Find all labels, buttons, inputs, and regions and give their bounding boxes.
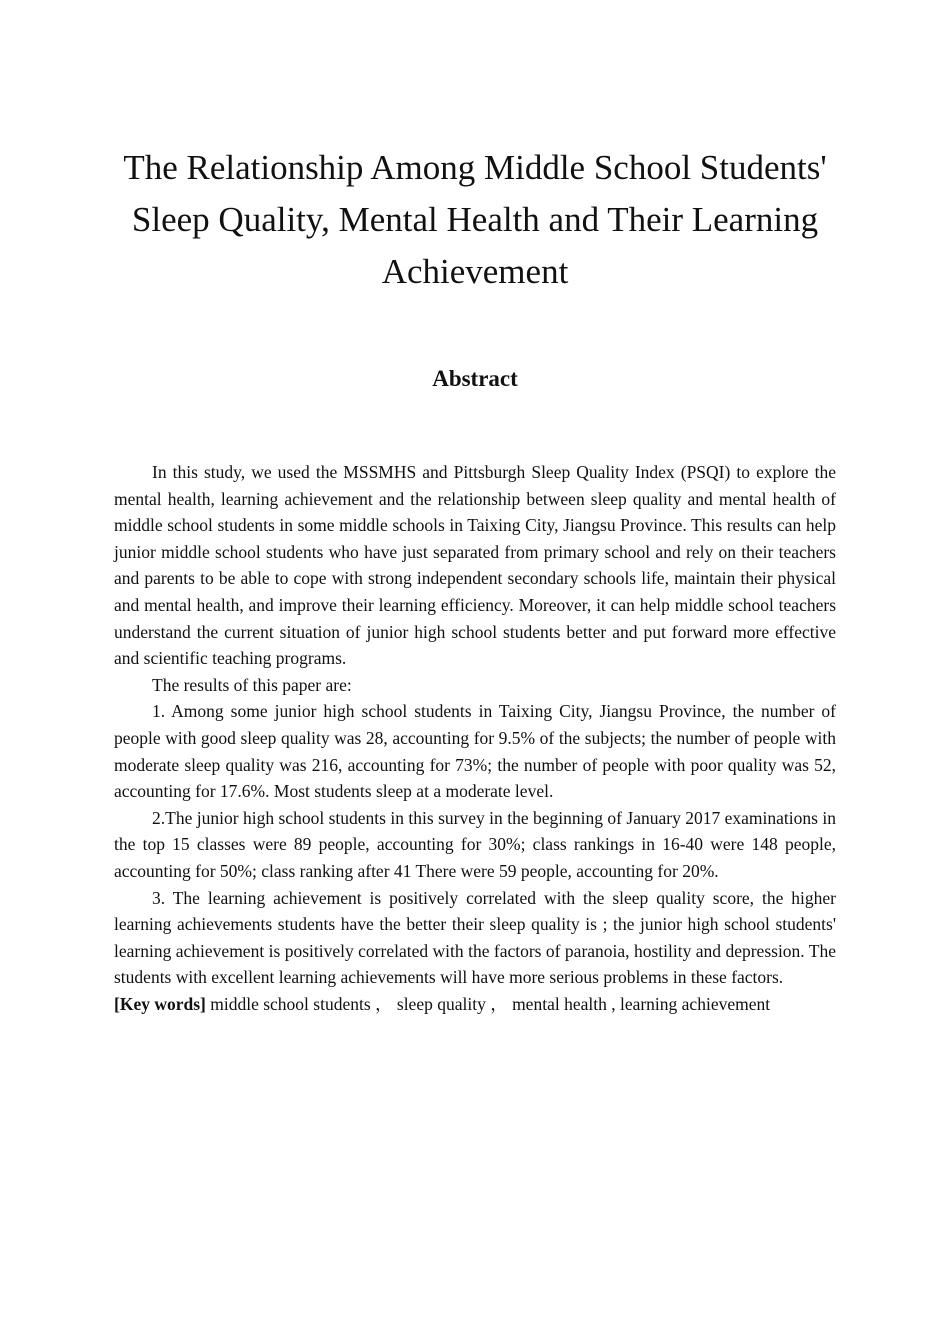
abstract-paragraph-results-lead: The results of this paper are: [152,674,352,695]
keywords-label: [Key words] [114,993,206,1014]
title-line-1: The Relationship Among Middle School Students' [123,148,827,187]
abstract-paragraph-intro: In this study, we used the MSSMHS and Pittsburgh Sleep Quality Index (PSQI) to explore the mental health, learning achievement and the relationship between sleep quality and mental health of middle school students in some middle schools in Taixing City, Jiangsu Province. This results can help junior middle school students who have just separated from primary school and rely on their teachers and parents to be able to cope with strong independent secondary schools life, maintain their physical and mental health, and improve their learning efficiency. Moreover, it can help middle school teachers understand the current situation of junior high school students better and put forward more effective and scientific teaching programs. [114,462,836,669]
abstract-heading: Abstract [432,366,518,391]
paper-title [100,142,850,298]
keywords-text: middle school students ， sleep quality ， mental health , learning achievement [205,993,771,1014]
abstract-paragraph-result-1: 1. Among some junior high school students in Taixing City, Jiangsu Province, the number of people with good sleep quality was 28, accounting for 9.5% of the subjects; the number of people with moderate sleep quality was 216, accounting for 73%; the number of people with poor quality was 52, accounting for 17.6%. Most students sleep at a moderate level. [114,701,836,802]
abstract-paragraph-result-2: 2.The junior high school students in this survey in the beginning of January 2017 examinations in the top 15 classes were 89 people, accounting for 30%; class rankings in 16-40 were 148 people, accounting for 50%; class ranking after 41 There were 59 people, accounting for 20%. [114,807,836,881]
abstract-body [114,459,836,1017]
title-line-3: Achievement [381,252,569,291]
title-line-2: Sleep Quality, Mental Health and Their Learning [131,200,819,239]
abstract-paragraph-result-3: 3. The learning achievement is positively correlated with the sleep quality score, the higher learning achievements students have the better their sleep quality is ; the junior high school students' learning achievement is positively correlated with the factors of paranoia, hostility and depression. The students with excellent learning achievements will have more serious problems in these factors. [114,887,836,988]
keywords-line [114,991,836,1018]
